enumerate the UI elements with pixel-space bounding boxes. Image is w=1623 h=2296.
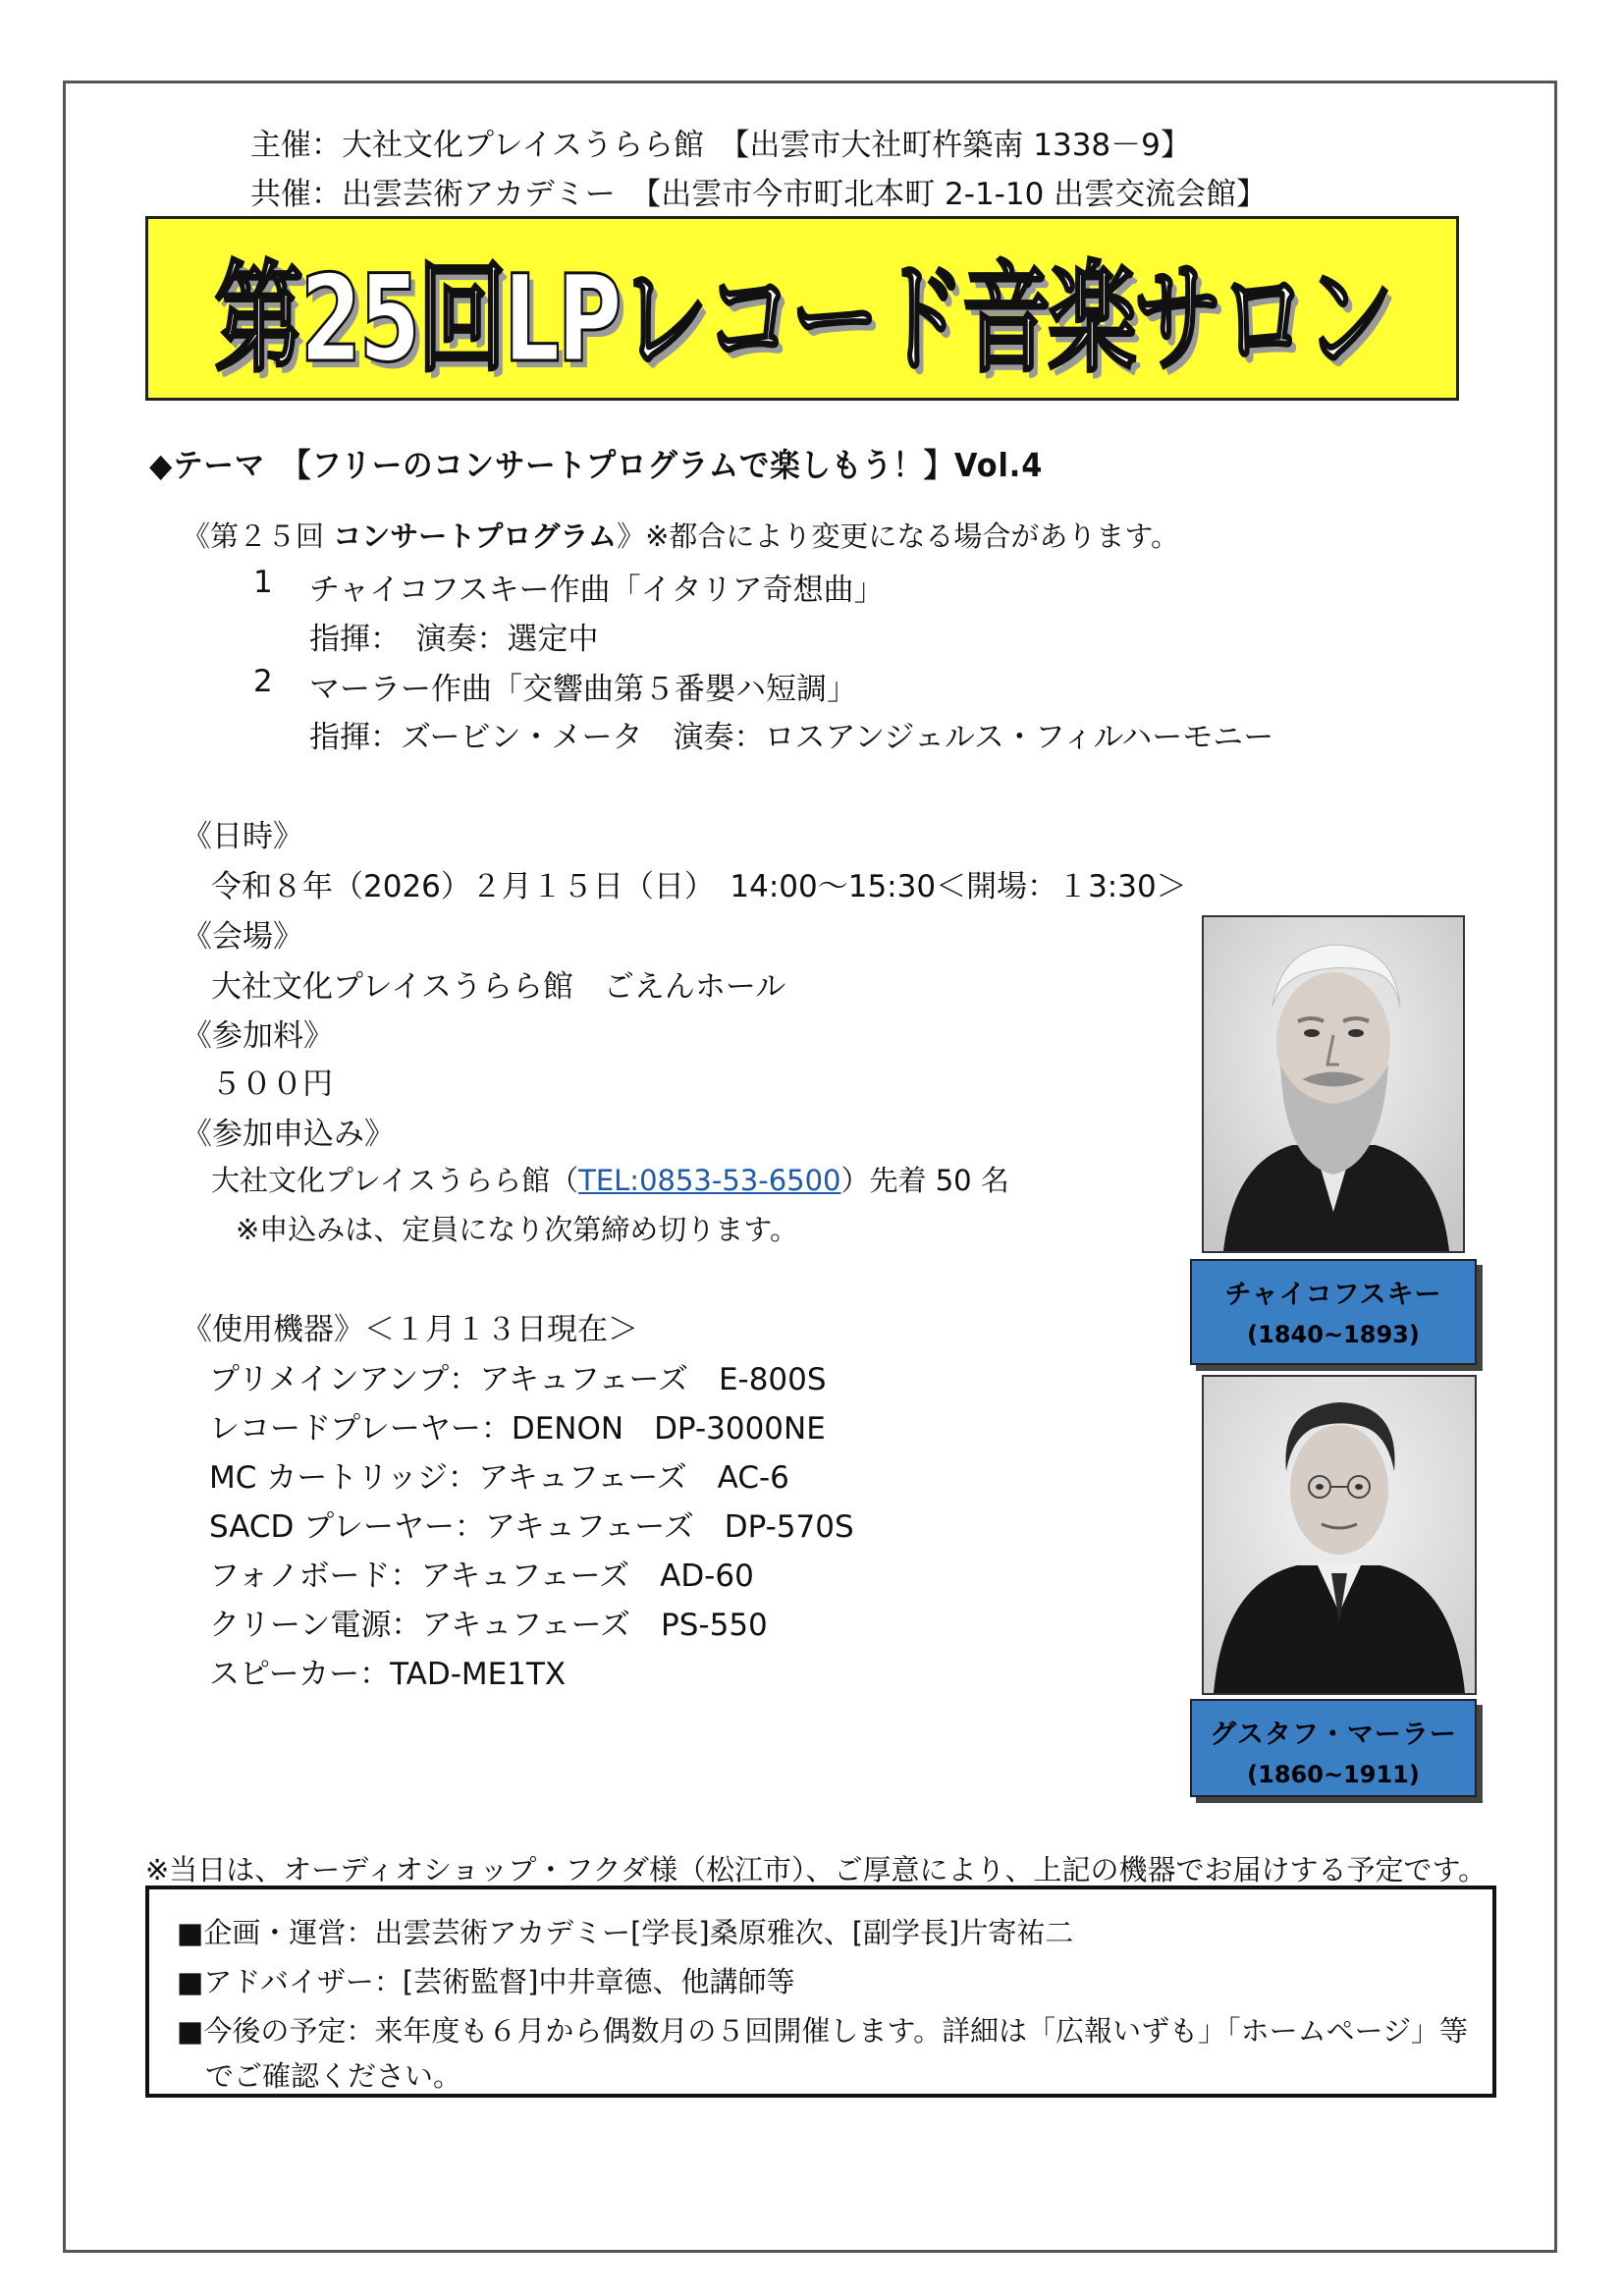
application-line <box>211 1159 1009 1199</box>
co-organizer-line: 共催：出雲芸術アカデミー 【出雲市今市町北本町 2-1-10 出雲交流会館】 <box>250 177 1268 212</box>
equipment-item: プリメインアンプ：アキュフェーズ E-800S <box>209 1362 827 1397</box>
program-heading-prefix: 《第２５回 <box>182 519 334 553</box>
datetime-label: 《日時》 <box>182 819 303 854</box>
equipment-item: スピーカー：TAD-ME1TX <box>209 1657 567 1692</box>
composer-name: チャイコフスキー <box>1224 1280 1442 1310</box>
info-box <box>145 1886 1496 2098</box>
program-item-1-number: 1 <box>253 565 273 600</box>
mahler-portrait <box>1202 1375 1477 1695</box>
mahler-caption <box>1190 1699 1477 1797</box>
info-advisor: ■アドバイザー：[芸術監督]中井章德、他講師等 <box>177 1965 795 1998</box>
venue-label: 《会場》 <box>182 919 303 955</box>
page-title: 第25回LPレコード音楽サロン <box>213 248 1391 389</box>
composer-years: (1860~1911) <box>1247 1761 1420 1788</box>
equipment-label: 《使用機器》＜１月１３日現在＞ <box>182 1312 638 1347</box>
info-schedule-cont: でご確認ください。 <box>177 2059 462 2093</box>
program-item-1-title: チャイコフスキー作曲「イタリア奇想曲」 <box>309 573 885 608</box>
application-prefix: 大社文化プレイスうらら館（ <box>211 1164 579 1197</box>
program-heading-bold: コンサートプログラム <box>333 519 618 553</box>
footer-note: ※当日は、オーディオショップ・フクダ様（松江市）、ご厚意により、上記の機器でお届けする予定です。 <box>145 1853 1488 1886</box>
application-label: 《参加申込み》 <box>182 1117 395 1152</box>
equipment-item: MC カートリッジ：アキュフェーズ AC-6 <box>209 1460 789 1496</box>
equipment-item: フォノボード：アキュフェーズ AD-60 <box>209 1558 754 1594</box>
composer-name: グスタフ・マーラー <box>1210 1720 1457 1750</box>
tel-link[interactable]: TEL:0853-53-6500 <box>578 1164 841 1197</box>
program-heading-suffix: 》※都合により変更になる場合があります。 <box>617 519 1180 553</box>
equipment-item: クリーン電源：アキュフェーズ PS-550 <box>209 1608 768 1643</box>
venue-value: 大社文化プレイスうらら館 ごえんホール <box>211 969 786 1005</box>
tchaikovsky-caption <box>1190 1259 1477 1365</box>
program-item-2-number: 2 <box>253 664 273 699</box>
application-note: ※申込みは、定員になり次第締め切ります。 <box>236 1213 798 1246</box>
info-planning: ■企画・運営：出雲芸術アカデミー[学長]桑原雅次、[副学長]片寄祐二 <box>177 1916 1074 1949</box>
datetime-value: 令和８年（2026）２月１５日（日） 14:00～15:30＜開場：１3:30＞ <box>211 869 1187 904</box>
info-schedule: ■今後の予定：来年度も６月から偶数月の５回開催します。詳細は「広報いずも」「ホームページ」等 <box>177 2014 1469 2048</box>
program-item-1-detail: 指揮： 演奏：選定中 <box>309 622 599 657</box>
organizer-line: 主催：大社文化プレイスうらら館 【出雲市大社町杵築南 1338－9】 <box>250 128 1191 163</box>
program-item-2-title: マーラー作曲「交響曲第５番嬰ハ短調」 <box>309 672 857 707</box>
program-item-2-detail: 指揮：ズービン・メータ 演奏：ロスアンジェルス・フィルハーモニー <box>309 720 1274 755</box>
composer-years: (1840~1893) <box>1247 1321 1420 1348</box>
equipment-item: SACD プレーヤー：アキュフェーズ DP-570S <box>209 1509 854 1545</box>
fee-value: ５００円 <box>211 1066 333 1102</box>
equipment-item: レコードプレーヤー：DENON DP-3000NE <box>209 1411 826 1447</box>
theme-line: ◆テーマ 【フリーのコンサートプログラムで楽しもう！】Vol.4 <box>149 446 1044 484</box>
title-banner <box>145 216 1459 401</box>
program-heading <box>182 515 1179 555</box>
fee-label: 《参加料》 <box>182 1018 334 1054</box>
application-suffix: ）先着 50 名 <box>840 1164 1009 1197</box>
tchaikovsky-portrait <box>1202 915 1465 1253</box>
